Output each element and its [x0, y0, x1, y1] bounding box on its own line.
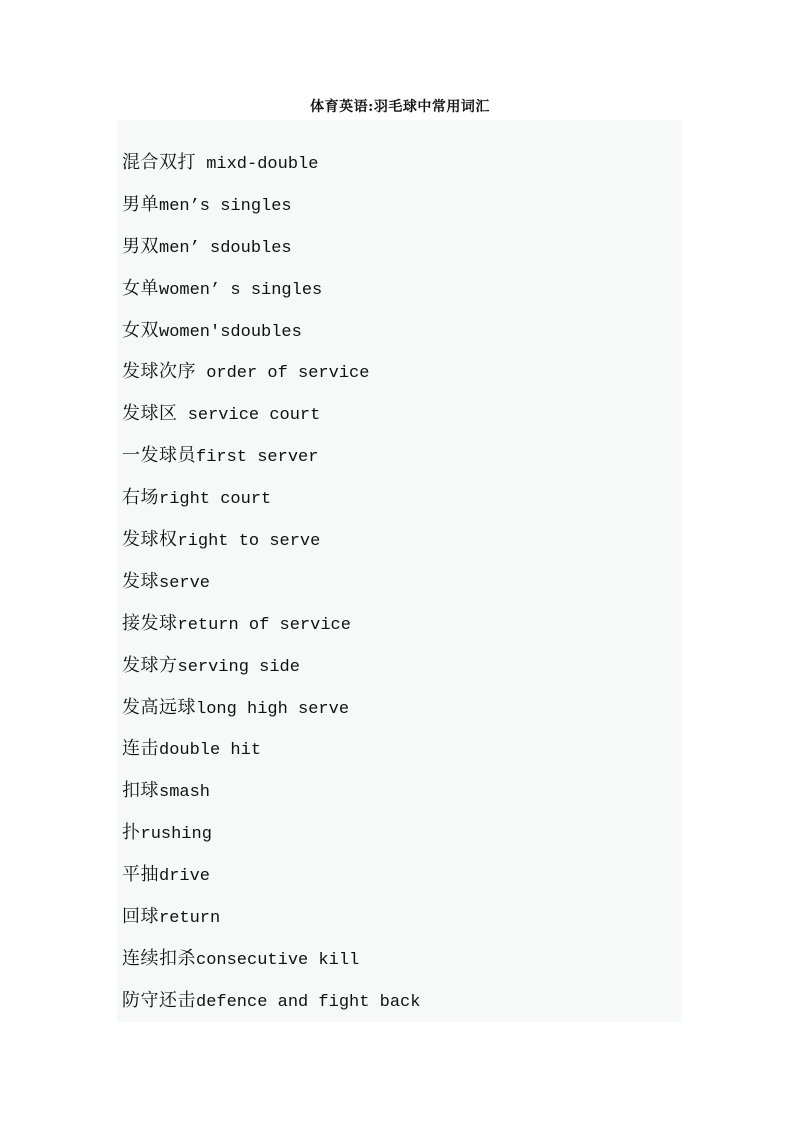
term-english: serve [159, 573, 211, 593]
list-item [122, 141, 420, 183]
term-chinese: 右场 [122, 487, 159, 509]
term-chinese: 防守还击 [122, 989, 196, 1011]
term-english: smash [159, 783, 211, 803]
list-item [122, 769, 420, 811]
list-item [122, 937, 420, 979]
list-item [122, 225, 420, 267]
term-english: service court [177, 406, 321, 426]
term-english: defence and fight back [196, 992, 421, 1012]
term-chinese: 接发球 [122, 612, 178, 634]
term-chinese: 平抽 [122, 864, 159, 886]
term-english: drive [159, 867, 211, 887]
term-english: right court [159, 490, 272, 510]
term-english: consecutive kill [196, 950, 360, 970]
term-chinese: 发球权 [122, 529, 178, 551]
list-item [122, 686, 420, 728]
term-chinese: 发球区 [122, 403, 178, 425]
list-item [122, 267, 420, 309]
term-chinese: 发球次序 [122, 361, 196, 383]
list-item [122, 309, 420, 351]
list-item [122, 434, 420, 476]
list-item [122, 518, 420, 560]
term-english: first server [196, 448, 319, 468]
list-item [122, 644, 420, 686]
term-english: rushing [140, 825, 212, 845]
term-chinese: 混合双打 [122, 152, 196, 173]
term-english: mixd-double [196, 155, 319, 174]
term-chinese: 发高远球 [122, 696, 196, 718]
list-item [122, 183, 420, 225]
term-chinese: 连击 [122, 738, 159, 760]
term-chinese: 一发球员 [122, 445, 196, 467]
list-item [122, 350, 420, 392]
term-english: double hit [159, 741, 262, 761]
term-english: right to serve [177, 532, 321, 552]
term-english: return [159, 909, 221, 929]
term-english: men’ sdoubles [159, 238, 292, 258]
list-item [122, 979, 420, 1021]
page-title: 体育英语:羽毛球中常用词汇 [310, 99, 490, 115]
term-english: women’ s singles [159, 280, 323, 300]
term-chinese: 女双 [122, 319, 159, 341]
term-chinese: 发球方 [122, 654, 178, 676]
list-item [122, 560, 420, 602]
term-chinese: 回球 [122, 906, 159, 928]
list-item [122, 602, 420, 644]
list-item [122, 392, 420, 434]
term-english: serving side [177, 657, 300, 677]
term-chinese: 女单 [122, 277, 159, 299]
term-english: order of service [196, 364, 370, 384]
term-chinese: 男双 [122, 235, 159, 257]
list-item [122, 476, 420, 518]
list-item [122, 727, 420, 769]
list-item [122, 895, 420, 937]
term-english: long high serve [196, 699, 350, 719]
term-chinese: 扣球 [122, 780, 159, 802]
term-chinese: 发球 [122, 570, 159, 592]
list-item [122, 853, 420, 895]
term-chinese: 男单 [122, 193, 159, 215]
term-english: return of service [177, 615, 351, 635]
vocabulary-list [122, 141, 420, 1021]
term-chinese: 连续扣杀 [122, 947, 196, 969]
term-chinese: 扑 [122, 822, 141, 844]
term-english: men’s singles [159, 196, 292, 216]
term-english: women'sdoubles [159, 322, 302, 342]
list-item [122, 811, 420, 853]
